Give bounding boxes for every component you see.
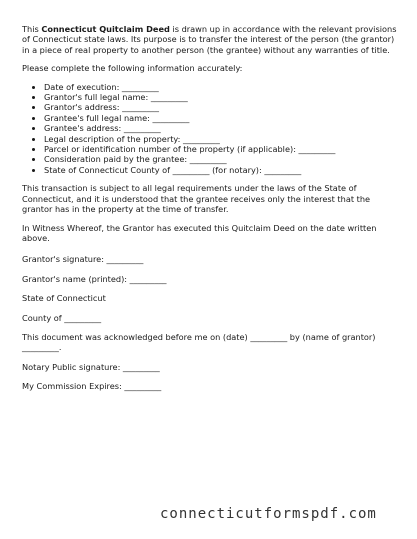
state-line: State of Connecticut: [22, 293, 106, 304]
deed-title: Connecticut Quitclaim Deed: [41, 24, 170, 34]
intro-paragraph: [22, 24, 400, 55]
instruction-text: Please complete the following information accurately:: [22, 63, 243, 74]
grantor-signature-line: Grantor's signature: _________: [22, 254, 144, 265]
field-legal-description: • Legal description of the property: _________: [44, 134, 400, 144]
intro-post: is drawn up in accordance with the relevant provisions of Connecticut state laws. Its purpose is to transfer the interest of the person (the grantor) in a piece of real property to another person (the grantee) without any warranties of title.: [22, 24, 397, 55]
county-line: County of _________: [22, 312, 102, 323]
field-grantor-address: • Grantor's address: _________: [44, 102, 400, 112]
field-grantee-name: • Grantee's full legal name: _________: [44, 113, 400, 123]
grantor-name-line: Grantor's name (printed): _________: [22, 273, 167, 284]
field-consideration: • Consideration paid by the grantee: _________: [44, 154, 400, 164]
fields-list: [22, 82, 400, 176]
intro-pre: This: [22, 24, 42, 34]
witness-paragraph: In Witness Whereof, the Grantor has executed this Quitclaim Deed on the date written above.: [22, 222, 377, 243]
field-parcel-number: • Parcel or identification number of the property (if applicable): _________: [44, 144, 400, 154]
transaction-paragraph: This transaction is subject to all legal requirements under the laws of the State of Connecticut, and it is understood that the grantee receives only the interest that the grantor has in the property at the time of transfer.: [22, 183, 371, 215]
field-grantor-name: • Grantor's full legal name: _________: [44, 92, 400, 102]
field-notary-county: • State of Connecticut County of _________ (for notary): _________: [44, 165, 400, 175]
field-date-of-execution: • Date of execution: _________: [44, 82, 400, 92]
commission-line: My Commission Expires: _________: [22, 381, 162, 392]
field-grantee-address: • Grantee's address: _________: [44, 123, 400, 133]
notary-signature-line: Notary Public signature: _________: [22, 361, 160, 372]
acknowledgement-line: This document was acknowledged before me on (date) _________ by (name of grantor) _________.: [22, 331, 376, 353]
watermark-text: connecticutformspdf.com: [160, 506, 377, 522]
deed-document: [22, 24, 400, 401]
